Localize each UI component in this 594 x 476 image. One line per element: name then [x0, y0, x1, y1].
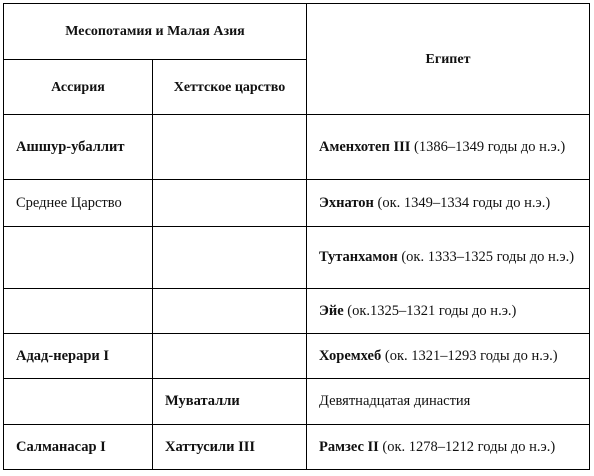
- header-mesopotamia-asia-minor: Месопотамия и Малая Азия: [4, 4, 307, 60]
- cell-egypt: [307, 115, 590, 180]
- header-egypt: Египет: [307, 4, 590, 115]
- cell-egypt: [307, 334, 590, 379]
- cell-hittite: [153, 289, 307, 334]
- egypt-ruler-name: Эйе: [319, 302, 344, 319]
- egypt-dynasty-label: Девятнадцатая династия: [319, 393, 471, 409]
- cell-assyria: [4, 289, 153, 334]
- table-row: [4, 334, 590, 379]
- cell-assyria: [4, 379, 153, 425]
- cell-assyria: [4, 227, 153, 289]
- egypt-ruler-name: Хоремхеб: [319, 347, 382, 364]
- egypt-ruler-dates: (ок. 1278–1212 годы до н.э.): [378, 438, 556, 455]
- cell-hittite: [153, 334, 307, 379]
- table-row: [4, 379, 590, 425]
- cell-egypt: [307, 227, 590, 289]
- header-assyria: Ассирия: [4, 60, 153, 115]
- egypt-ruler-dates: (ок.1325–1321 годы до н.э.): [343, 302, 517, 319]
- cell-egypt: [307, 379, 590, 425]
- egypt-ruler-dates: (1386–1349 годы до н.э.): [410, 138, 566, 155]
- table-row: [4, 289, 590, 334]
- egypt-ruler-name: Тутанхамон: [319, 249, 398, 265]
- header-row-regions: [4, 4, 590, 60]
- cell-hittite: [153, 180, 307, 227]
- table-row: [4, 425, 590, 470]
- cell-assyria: Среднее Царство: [4, 180, 153, 227]
- table-row: [4, 180, 590, 227]
- cell-egypt: [307, 425, 590, 470]
- egypt-ruler-name: Эхнатон: [319, 194, 374, 211]
- cell-hittite: [153, 227, 307, 289]
- table-row: [4, 227, 590, 289]
- cell-egypt: [307, 180, 590, 227]
- cell-assyria: Салманасар I: [4, 425, 153, 470]
- egypt-ruler-name: Рамзес II: [319, 438, 379, 455]
- cell-hittite: [153, 115, 307, 180]
- cell-hittite: Хаттусили III: [153, 425, 307, 470]
- chronology-table: [3, 3, 590, 470]
- cell-egypt: [307, 289, 590, 334]
- cell-assyria: Адад-нерари I: [4, 334, 153, 379]
- cell-assyria: Ашшур-убаллит: [4, 115, 153, 180]
- egypt-ruler-dates: (ок. 1349–1334 годы до н.э.): [373, 194, 551, 211]
- egypt-ruler-dates: (ок. 1333–1325 годы до н.э.): [397, 249, 575, 265]
- egypt-ruler-name: Аменхотеп III: [319, 138, 411, 155]
- table-row: [4, 115, 590, 180]
- egypt-ruler-dates: (ок. 1321–1293 годы до н.э.): [381, 347, 558, 364]
- cell-hittite: Муваталли: [153, 379, 307, 425]
- header-hittite-kingdom: Хеттское царство: [153, 60, 307, 115]
